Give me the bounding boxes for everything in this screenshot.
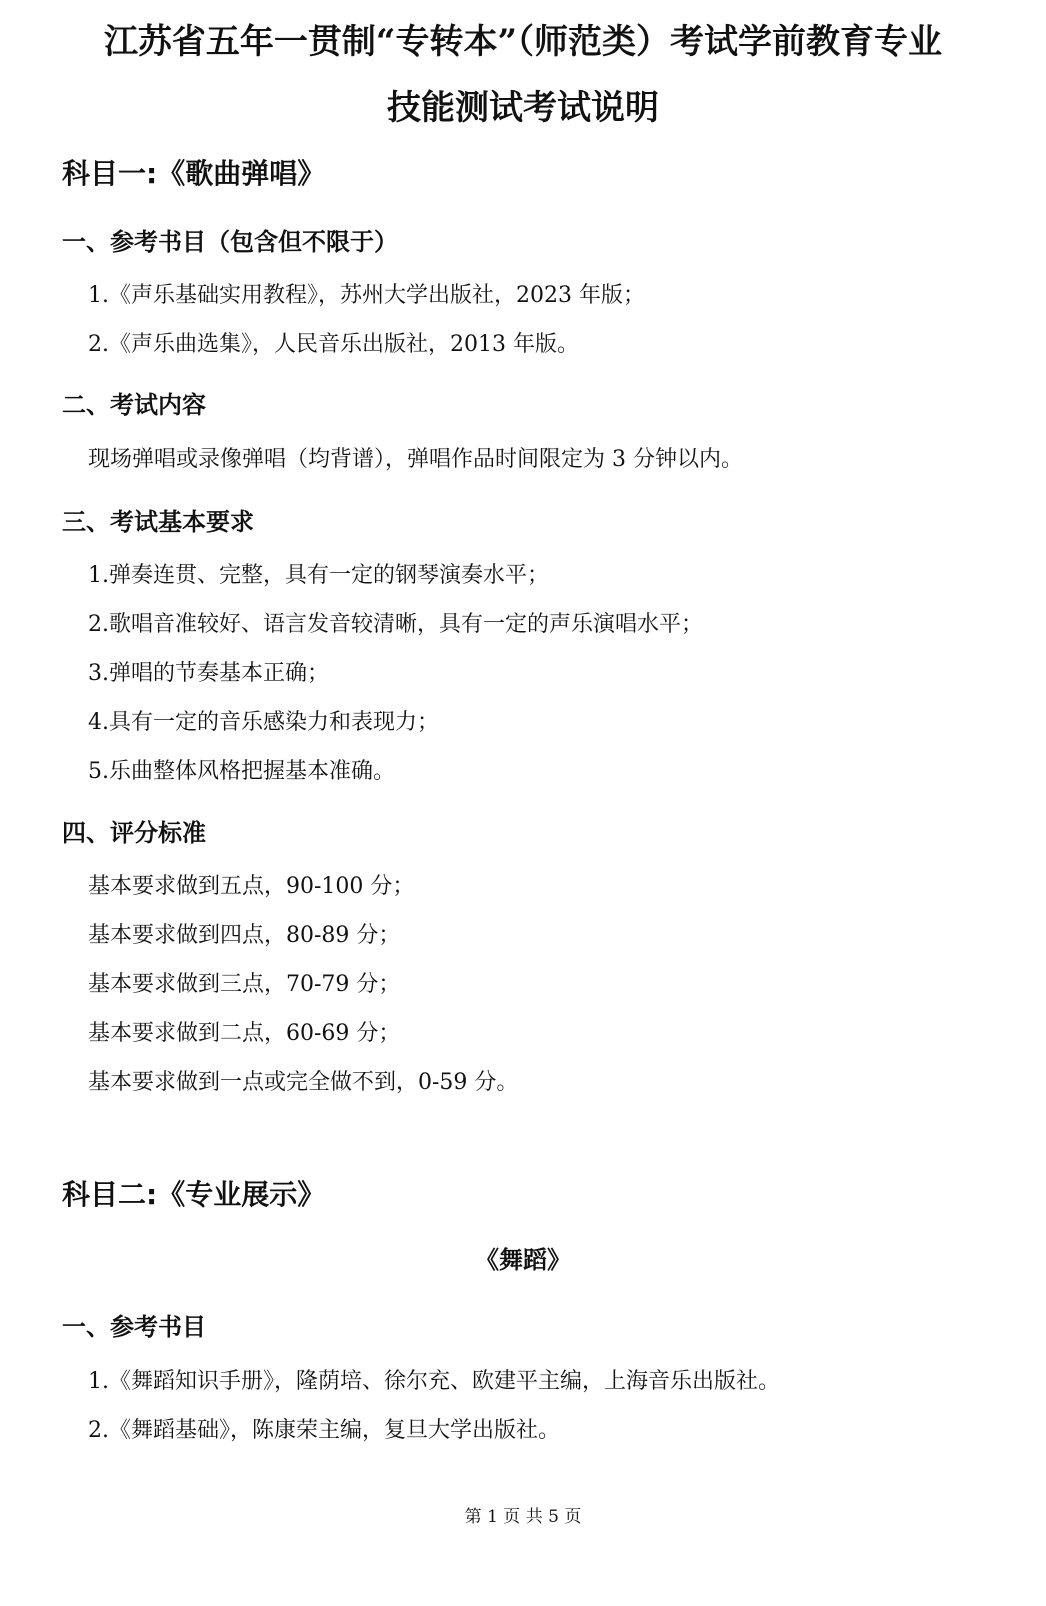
subject1-sec4-item: 基本要求做到一点或完全做不到，0-59 分。 bbox=[88, 1070, 519, 1095]
subject1-sec3-item: 2.歌唱音准较好、语言发音较清晰，具有一定的声乐演唱水平； bbox=[88, 612, 703, 637]
document-title-line1: 江苏省五年一贯制“专转本”（师范类）考试学前教育专业 bbox=[103, 22, 943, 62]
subject1-sec1-item: 1.《声乐基础实用教程》，苏州大学出版社，2023 年版； bbox=[88, 283, 645, 308]
subject1-sec1-item: 2.《声乐曲选集》，人民音乐出版社，2013 年版。 bbox=[88, 332, 579, 357]
subject2-sec1-heading: 一、参考书目 bbox=[62, 1313, 206, 1341]
subject1-sec4-item: 基本要求做到五点，90-100 分； bbox=[88, 874, 415, 899]
subject1-sec1-heading: 一、参考书目（包含但不限于） bbox=[62, 228, 398, 256]
subject1-sec3-item: 5.乐曲整体风格把握基本准确。 bbox=[88, 759, 395, 784]
subject1-sec3-item: 3.弹唱的节奏基本正确； bbox=[88, 661, 329, 686]
dance-title: 《舞蹈》 bbox=[475, 1246, 571, 1274]
subject2-sec1-item: 2.《舞蹈基础》，陈康荣主编，复旦大学出版社。 bbox=[88, 1418, 560, 1443]
page-footer: 第 1 页 共 5 页 bbox=[464, 1507, 582, 1527]
subject1-sec4-item: 基本要求做到四点，80-89 分； bbox=[88, 923, 401, 948]
subject1-sec4-item: 基本要求做到三点，70-79 分； bbox=[88, 972, 401, 997]
subject1-sec3-heading: 三、考试基本要求 bbox=[62, 508, 254, 536]
subject2-sec1-item: 1.《舞蹈知识手册》，隆荫培、徐尔充、欧建平主编，上海音乐出版社。 bbox=[88, 1369, 780, 1394]
subject1-sec3-item: 4.具有一定的音乐感染力和表现力； bbox=[88, 710, 439, 735]
subject1-sec4-item: 基本要求做到二点，60-69 分； bbox=[88, 1021, 401, 1046]
subject1-title: 科目一:《歌曲弹唱》 bbox=[62, 157, 326, 190]
subject1-sec2-text: 现场弹唱或录像弹唱（均背谱），弹唱作品时间限定为 3 分钟以内。 bbox=[88, 447, 743, 472]
subject1-sec2-heading: 二、考试内容 bbox=[62, 391, 206, 419]
subject2-title: 科目二:《专业展示》 bbox=[62, 1178, 326, 1211]
subject1-sec4-heading: 四、评分标准 bbox=[62, 819, 206, 847]
subject1-sec3-item: 1.弹奏连贯、完整，具有一定的钢琴演奏水平； bbox=[88, 563, 549, 588]
document-title-line2: 技能测试考试说明 bbox=[387, 88, 659, 128]
